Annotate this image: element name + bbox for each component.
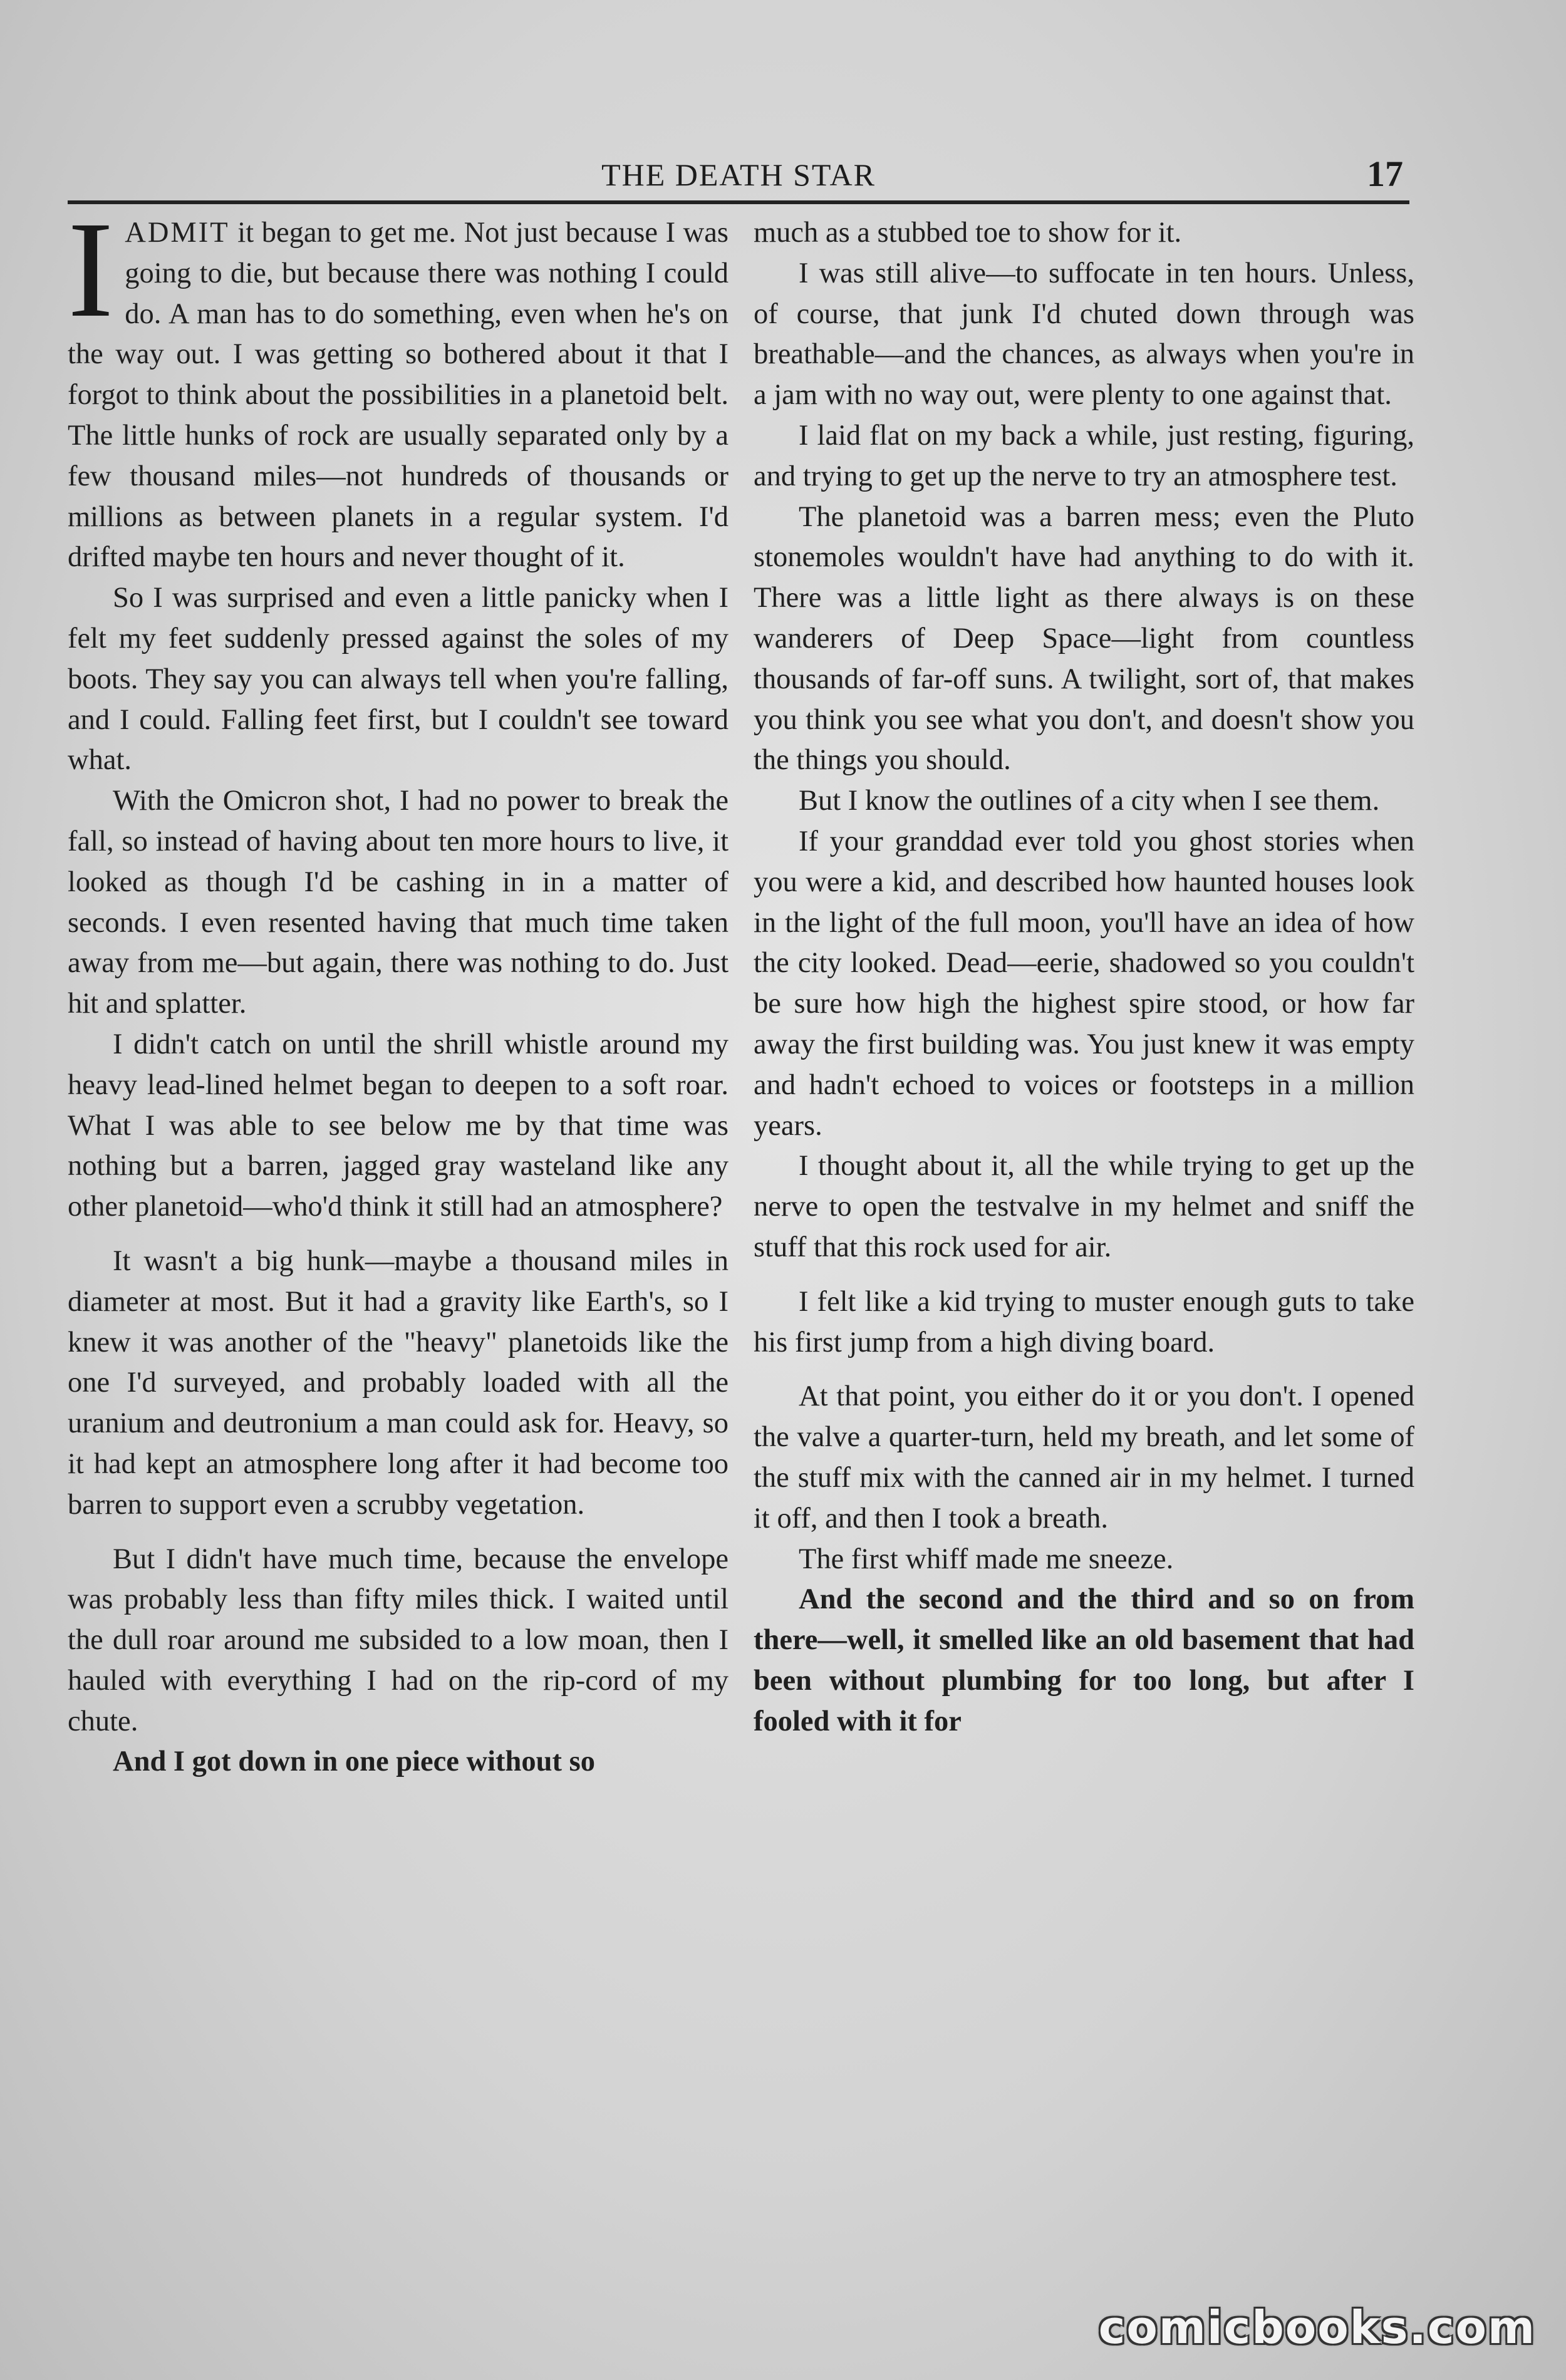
paragraph: I didn't catch on until the shrill whistle around my heavy lead-lined helmet began to deepen to a soft roar. What I was able to see below me by that time was nothing but a barren, jagged gray wasteland like any other planetoid—who'd think it still had an atmosphere? xyxy=(68,1028,729,1223)
paragraph: But I know the outlines of a city when I see them. xyxy=(799,785,1380,817)
paragraph: I felt like a kid trying to muster enough guts to take his first jump from a high diving board. xyxy=(754,1285,1414,1358)
paragraph: It wasn't a big hunk—maybe a thousand miles in diameter at most. But it had a gravity like Earth's, so I knew it was another of the "heavy" planetoids like the one I'd surveyed, and probably loaded with all the uranium and deutronium a man could ask for. Heavy, so it had kept an atmosphere long after it had become too barren to support even a scrubby vegetation. xyxy=(68,1244,729,1521)
opening-paragraph xyxy=(68,213,729,578)
page-header xyxy=(68,149,1409,204)
left-column xyxy=(68,213,729,2205)
paragraph: At that point, you either do it or you don't. I opened the valve a quarter-turn, held my breath, and let some of the stuff mix with the canned air in my helmet. I turned it off, and then I took a breath. xyxy=(754,1380,1414,1534)
paragraph: So I was surprised and even a little panicky when I felt my feet suddenly pressed against the soles of my boots. They say you can always tell when you're falling, and I could. Falling feet first, but I couldn't see toward what. xyxy=(68,582,729,777)
paragraph: And the second and the third and so on from there—well, it smelled like an old basement that had been without plumbing for too long, but after I fooled with it for xyxy=(754,1583,1414,1737)
paragraph: With the Omicron shot, I had no power to break the fall, so instead of having about ten more hours to live, it looked as though I'd be cashing in in a matter of seconds. I even resented having that much time taken away from me—but again, there was nothing to do. Just hit and splatter. xyxy=(68,785,729,1020)
paragraph-continuation: much as a stubbed toe to show for it. xyxy=(754,217,1182,249)
opening-text: it began to get me. Not just because I was going to die, but because there was nothing I could do. A man has to do something, even when he's on the way out. I was getting so bothered about it that I forgot to think about the possibilities in a planetoid belt. The little hunks of rock are usually separated only by a few thousand miles—not hundreds of thousands or millions as between planets in a regular system. I'd drifted maybe ten hours and never thought of it. xyxy=(68,217,729,574)
paragraph: The planetoid was a barren mess; even the Pluto stonemoles wouldn't have had anything to do with it. There was a little light as there always is on these wanderers of Deep Space—light from countless thousands of far-off suns. A twilight, sort of, that makes you think you see what you don't, and doesn't show you the things you should. xyxy=(754,500,1414,777)
text-columns xyxy=(68,213,1414,2205)
right-column xyxy=(754,213,1414,2205)
paragraph: But I didn't have much time, because the envelope was probably less than fifty miles thick. I waited until the dull roar around me subsided to a low moan, then I hauled with everything I had on the rip-cord of my chute. xyxy=(68,1543,729,1737)
paragraph: I laid flat on my back a while, just resting, figuring, and trying to get up the nerve to try an atmosphere test. xyxy=(754,419,1414,492)
lead-word: ADMIT xyxy=(125,217,230,249)
paragraph: I was still alive—to suffocate in ten hours. Unless, of course, that junk I'd chuted down through was breathable—and the chances, as always when you're in a jam with no way out, were plenty to one against that. xyxy=(754,257,1414,411)
paragraph-continued: And I got down in one piece without so xyxy=(113,1746,595,1778)
paragraph: The first whiff made me sneeze. xyxy=(799,1543,1174,1575)
running-title: THE DEATH STAR xyxy=(601,157,876,192)
site-watermark: comicbooks.com xyxy=(1098,2301,1536,2354)
drop-cap: I xyxy=(68,213,114,346)
paragraph: I thought about it, all the while trying to get up the nerve to open the testvalve in my helmet and sniff the stuff that this rock used for air. xyxy=(754,1150,1414,1263)
page-number: 17 xyxy=(1367,153,1403,194)
paragraph: If your granddad ever told you ghost stories when you were a kid, and described how haunted houses look in the light of the full moon, you'll have an idea of how the city looked. Dead—eerie, shadowed so you couldn't be sure how high the highest spire stood, or how far away the first building was. You just knew it was empty and hadn't echoed to voices or footsteps in a million years. xyxy=(754,825,1414,1142)
